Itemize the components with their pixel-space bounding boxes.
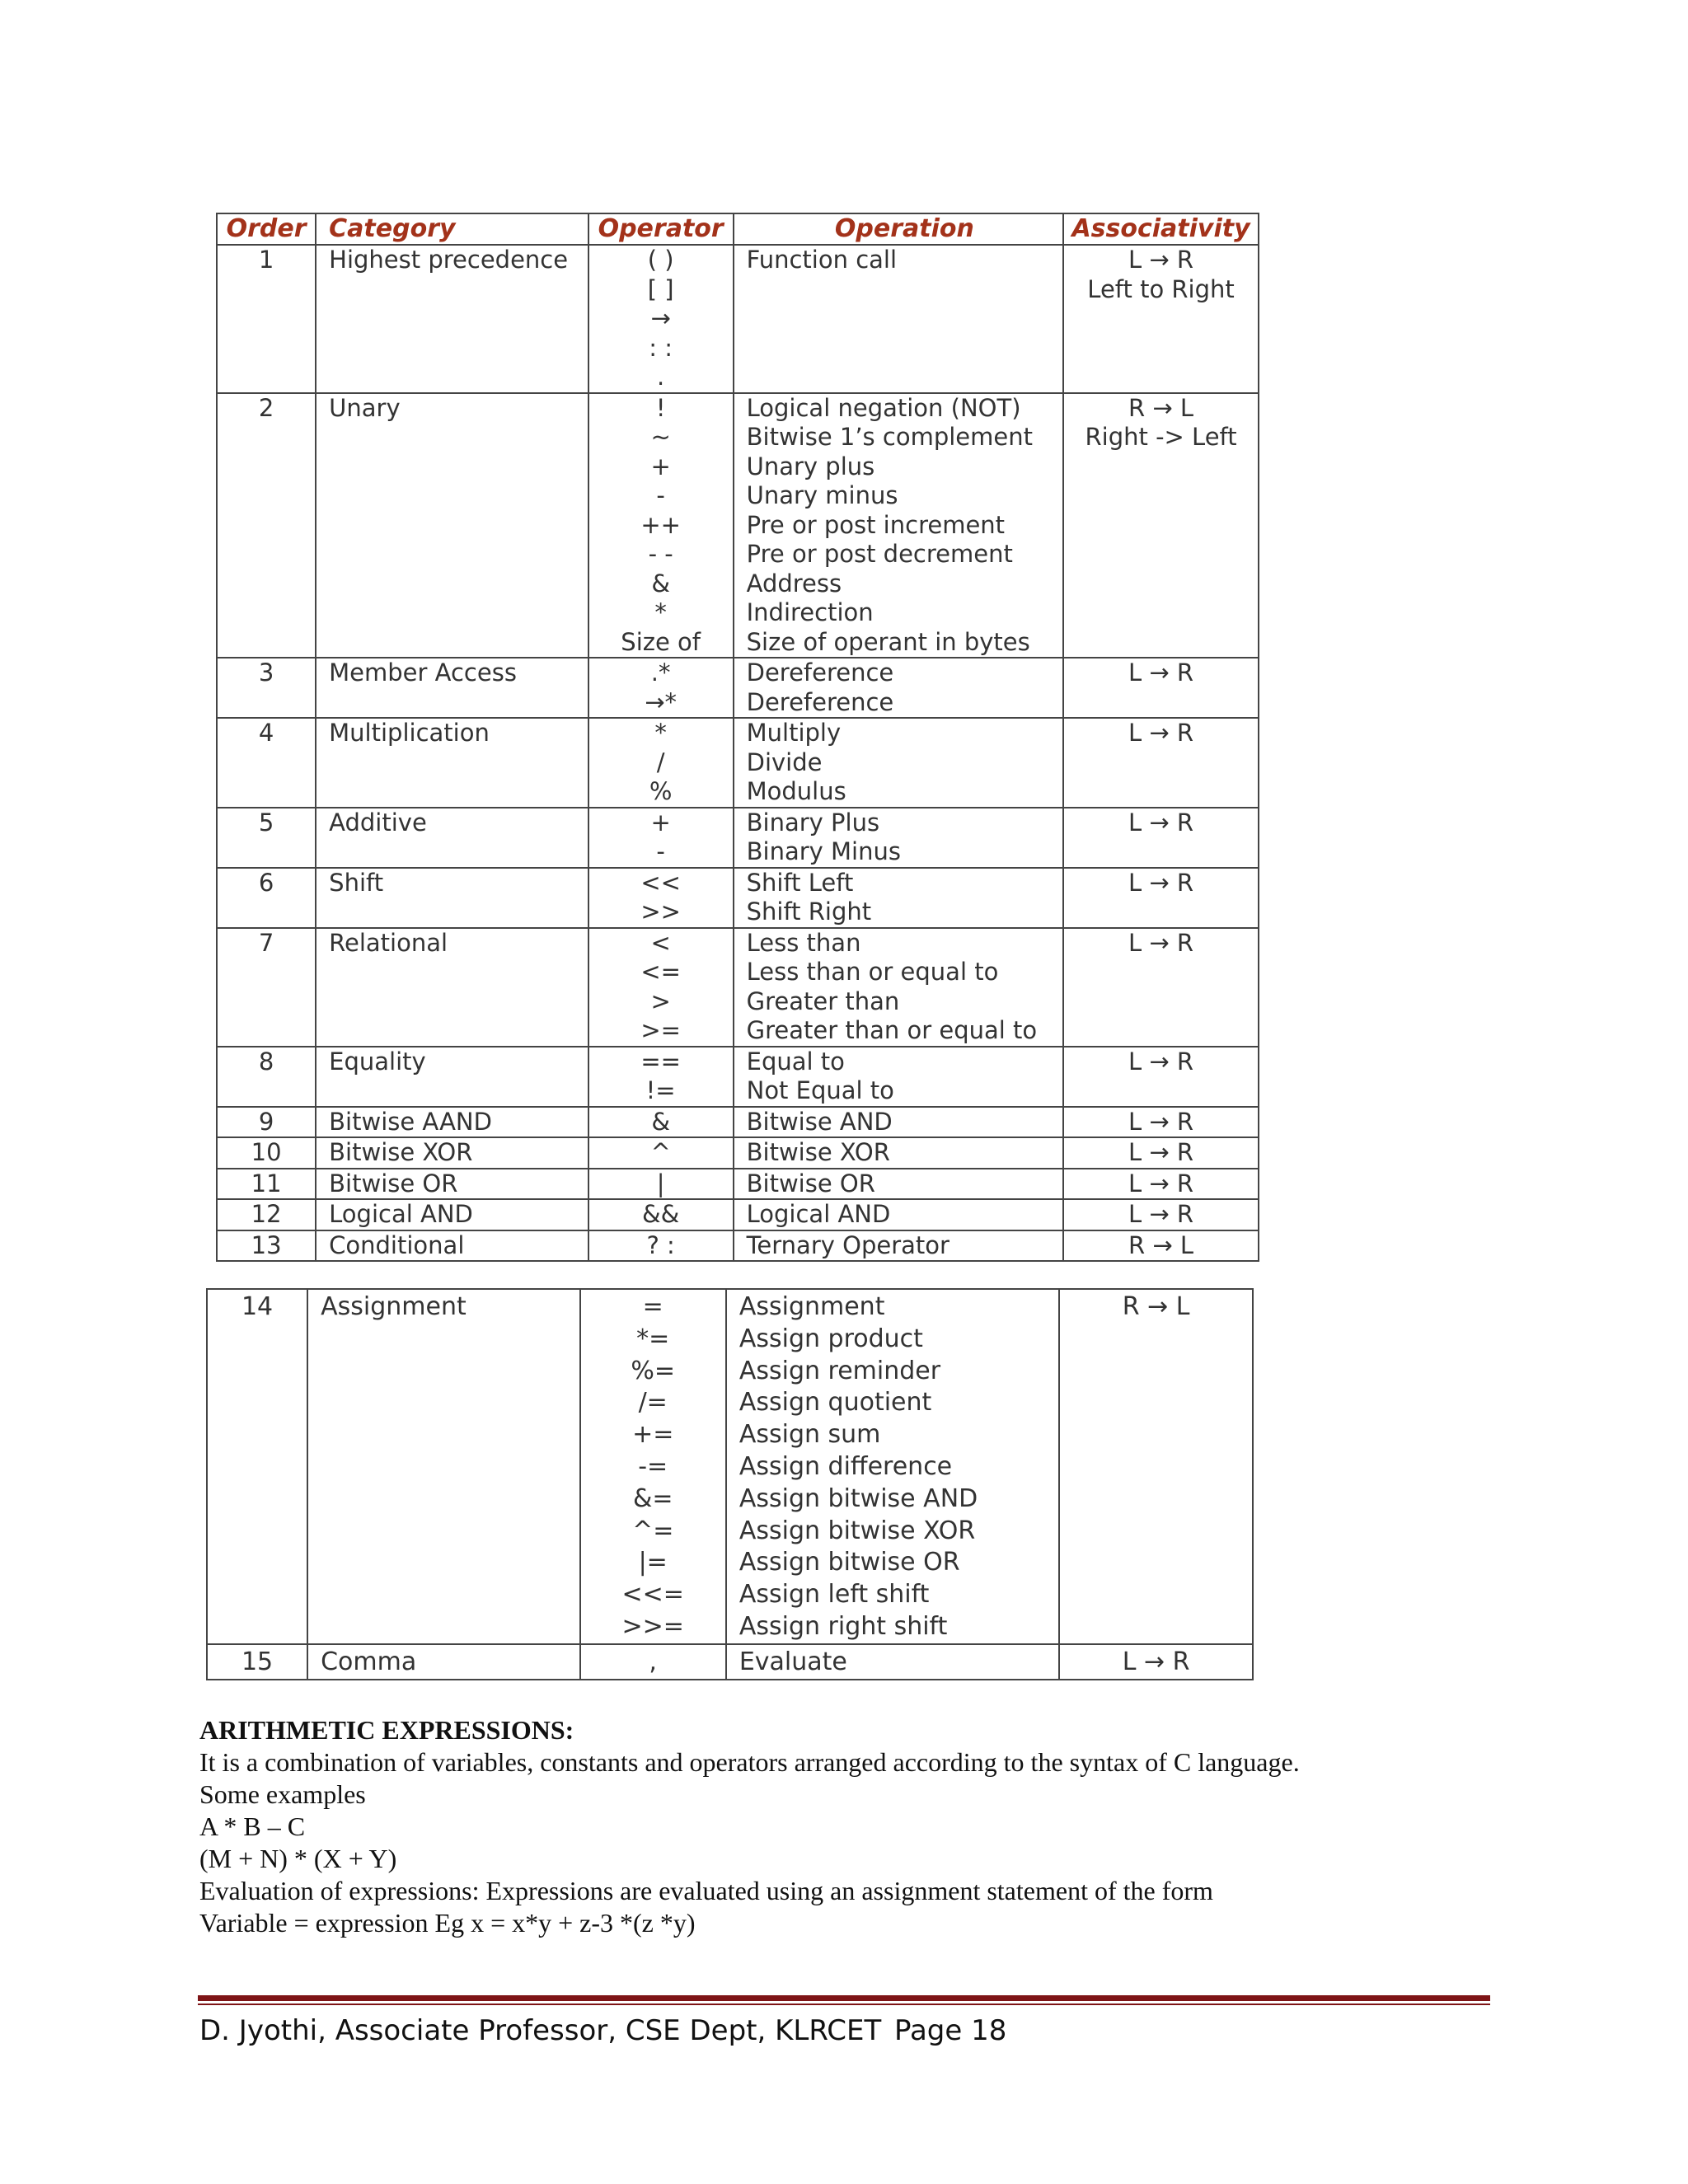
table-header-row xyxy=(217,213,1259,245)
body-line: (M + N) * (X + Y) xyxy=(199,1844,397,1873)
order-value: 6 xyxy=(258,868,274,897)
operation-cell xyxy=(734,1137,1063,1169)
operation-value: Assign quotient xyxy=(738,1388,932,1418)
operator-value: += xyxy=(632,1420,674,1450)
category-cell xyxy=(316,868,588,928)
footer-author: D. Jyothi, Associate Professor, CSE Dept, KLRCET xyxy=(199,2014,882,2047)
category-cell xyxy=(316,245,588,393)
category-cell xyxy=(307,1644,579,1680)
category-value: Additive xyxy=(329,808,427,837)
operator-value: &= xyxy=(632,1483,673,1513)
operator-value: . xyxy=(657,363,665,391)
operator-value: ^= xyxy=(632,1516,674,1545)
operator-value: << xyxy=(640,868,681,897)
operator-value: & xyxy=(651,1107,670,1136)
category-cell xyxy=(316,928,588,1047)
order-cell xyxy=(207,1289,307,1644)
order-cell xyxy=(217,393,316,658)
operation-value: Bitwise 1’s complement xyxy=(746,423,1033,451)
operator-value: + xyxy=(650,452,671,480)
operator-cell xyxy=(580,1289,726,1644)
associativity-value: L → R xyxy=(1128,246,1194,274)
operation-value: Multiply xyxy=(746,719,842,747)
operator-value: →* xyxy=(645,687,678,716)
operation-value: Bitwise OR xyxy=(746,1169,875,1197)
order-value: 2 xyxy=(258,393,274,422)
associativity-cell xyxy=(1059,1289,1253,1644)
category-cell xyxy=(316,1199,588,1230)
operator-cell xyxy=(588,1169,734,1200)
order-value: 11 xyxy=(251,1169,282,1197)
associativity-value: L → R xyxy=(1128,808,1194,837)
associativity-cell xyxy=(1063,868,1259,928)
operation-value: Address xyxy=(746,569,842,598)
associativity-value: L → R xyxy=(1128,1138,1194,1166)
associativity-value: Right -> Left xyxy=(1085,423,1237,451)
operator-value: <<= xyxy=(621,1580,684,1610)
table-row xyxy=(217,245,1259,393)
table-row xyxy=(217,928,1259,1047)
associativity-value: L → R xyxy=(1128,868,1194,897)
category-cell xyxy=(316,1047,588,1107)
category-value: Conditional xyxy=(329,1230,465,1259)
order-cell xyxy=(217,245,316,393)
order-cell xyxy=(217,658,316,718)
category-value: Highest precedence xyxy=(329,246,569,274)
category-cell xyxy=(316,658,588,718)
operator-value: < xyxy=(650,928,671,957)
associativity-cell xyxy=(1063,1107,1259,1138)
table-row xyxy=(217,1047,1259,1107)
operator-value: ? : xyxy=(646,1230,675,1259)
operation-value: Less than xyxy=(746,928,861,957)
operator-value: * xyxy=(654,719,667,747)
order-value: 9 xyxy=(258,1107,274,1136)
associativity-cell xyxy=(1063,245,1259,393)
operation-value: Unary minus xyxy=(746,481,898,509)
operator-value: ( ) xyxy=(647,246,674,274)
order-cell xyxy=(217,1047,316,1107)
table-row xyxy=(217,808,1259,868)
category-value: Relational xyxy=(329,928,448,957)
table-row xyxy=(217,393,1259,658)
operation-value: Modulus xyxy=(746,777,846,805)
associativity-cell xyxy=(1063,1199,1259,1230)
order-cell xyxy=(217,718,316,808)
operator-value: & xyxy=(651,569,670,598)
operator-value: - - xyxy=(648,540,673,568)
associativity-cell xyxy=(1063,1137,1259,1169)
operator-value: [ ] xyxy=(647,274,674,303)
operation-cell xyxy=(734,1169,1063,1200)
associativity-cell xyxy=(1063,1169,1259,1200)
operation-value: Assign right shift xyxy=(738,1611,948,1641)
footer-divider-thin xyxy=(198,2004,1490,2005)
associativity-value: R → L xyxy=(1122,1292,1190,1321)
associativity-value: L → R xyxy=(1128,1200,1194,1228)
operation-cell xyxy=(734,1230,1063,1262)
table-body xyxy=(207,1289,1253,1680)
operation-value: Assign product xyxy=(738,1324,923,1353)
operation-value: Greater than xyxy=(746,987,900,1015)
operation-value: Assign bitwise AND xyxy=(738,1483,978,1513)
associativity-cell xyxy=(1063,928,1259,1047)
operation-value: Divide xyxy=(746,748,823,776)
operation-cell xyxy=(726,1644,1059,1680)
associativity-cell xyxy=(1059,1644,1253,1680)
operator-value: : : xyxy=(649,333,673,362)
operator-value: -= xyxy=(638,1451,668,1481)
order-value: 13 xyxy=(251,1230,282,1259)
operation-value: Size of operant in bytes xyxy=(746,627,1030,656)
operation-cell xyxy=(734,245,1063,393)
order-cell xyxy=(217,1199,316,1230)
category-cell xyxy=(316,1107,588,1138)
order-value: 4 xyxy=(258,719,274,747)
operation-value: Equal to xyxy=(746,1047,845,1076)
category-value: Bitwise AAND xyxy=(329,1107,492,1136)
operation-cell xyxy=(734,1199,1063,1230)
operator-value: <= xyxy=(640,958,681,986)
table-body xyxy=(217,245,1259,1261)
operator-value: |= xyxy=(638,1548,668,1577)
operator-value: ++ xyxy=(640,510,681,539)
page-number: Page 18 xyxy=(894,2014,1007,2047)
operator-cell xyxy=(588,1230,734,1262)
category-cell xyxy=(316,1169,588,1200)
operation-value: Greater than or equal to xyxy=(746,1016,1038,1044)
order-value: 15 xyxy=(241,1647,274,1676)
operation-cell xyxy=(734,808,1063,868)
operator-value: → xyxy=(650,304,671,332)
precedence-table xyxy=(216,213,1259,1262)
operation-value: Less than or equal to xyxy=(746,958,999,986)
table-row xyxy=(217,1137,1259,1169)
order-cell xyxy=(217,1137,316,1169)
operation-value: Pre or post decrement xyxy=(746,540,1013,568)
operator-value: , xyxy=(649,1647,657,1676)
operation-value: Binary Plus xyxy=(746,808,880,837)
operation-cell xyxy=(726,1289,1059,1644)
body-line: Evaluation of expressions: Expressions are evaluated using an assignment statement of the form xyxy=(199,1876,1213,1905)
operator-cell xyxy=(588,658,734,718)
table-row xyxy=(217,1199,1259,1230)
body-line: A * B – C xyxy=(199,1811,306,1841)
operator-value: % xyxy=(649,777,673,805)
order-cell xyxy=(217,1230,316,1262)
category-cell xyxy=(316,393,588,658)
operator-value: | xyxy=(656,1169,665,1197)
operation-cell xyxy=(734,928,1063,1047)
operator-value: /= xyxy=(638,1388,668,1418)
operator-value: >>= xyxy=(621,1611,684,1641)
operator-value: && xyxy=(642,1200,680,1228)
operator-cell xyxy=(588,928,734,1047)
associativity-value: L → R xyxy=(1128,658,1194,687)
order-value: 1 xyxy=(258,246,274,274)
header-category: Category xyxy=(316,213,588,245)
operation-cell xyxy=(734,868,1063,928)
operator-value: * xyxy=(654,598,667,626)
associativity-value: R → L xyxy=(1128,1230,1194,1259)
order-value: 5 xyxy=(258,808,274,837)
operator-value: != xyxy=(645,1076,676,1104)
operator-value: == xyxy=(640,1047,681,1076)
category-value: Assignment xyxy=(321,1292,467,1321)
operator-cell xyxy=(588,718,734,808)
associativity-value: L → R xyxy=(1128,1169,1194,1197)
table-row xyxy=(207,1289,1253,1644)
operator-value: ^ xyxy=(650,1138,671,1166)
category-cell xyxy=(316,1230,588,1262)
operation-cell xyxy=(734,658,1063,718)
operator-value: *= xyxy=(636,1324,670,1353)
order-cell xyxy=(217,868,316,928)
operator-value: Size of xyxy=(621,627,701,656)
assignment-table xyxy=(206,1288,1254,1680)
order-value: 8 xyxy=(258,1047,274,1076)
operation-value: Function call xyxy=(746,246,898,274)
section-heading: ARITHMETIC EXPRESSIONS: xyxy=(199,1715,574,1745)
associativity-value: L → R xyxy=(1128,1107,1194,1136)
operation-value: Indirection xyxy=(746,598,874,626)
operator-cell xyxy=(588,393,734,658)
category-value: Unary xyxy=(329,393,401,422)
table-row xyxy=(217,718,1259,808)
operation-cell xyxy=(734,1107,1063,1138)
category-cell xyxy=(316,808,588,868)
table-row xyxy=(217,1230,1259,1262)
table-row xyxy=(217,658,1259,718)
order-value: 3 xyxy=(258,658,274,687)
operation-value: Dereference xyxy=(746,687,894,716)
body-line: It is a combination of variables, constants and operators arranged according to the syntax of C language. xyxy=(199,1747,1300,1777)
operator-cell xyxy=(588,1107,734,1138)
table-row xyxy=(217,1169,1259,1200)
operator-value: >= xyxy=(640,1016,681,1044)
order-value: 14 xyxy=(241,1292,274,1321)
associativity-cell xyxy=(1063,808,1259,868)
body-line: Some examples xyxy=(199,1779,366,1809)
order-cell xyxy=(217,808,316,868)
category-value: Bitwise XOR xyxy=(329,1138,473,1166)
operator-cell xyxy=(588,1047,734,1107)
body-line: Variable = expression Eg x = x*y + z-3 *(z *y) xyxy=(199,1908,696,1938)
operator-value: .* xyxy=(650,658,671,687)
order-value: 10 xyxy=(251,1138,282,1166)
operation-value: Pre or post increment xyxy=(746,510,1006,539)
header-associativity: Associativity xyxy=(1063,213,1259,245)
operation-value: Shift Right xyxy=(746,898,872,926)
operation-value: Dereference xyxy=(746,658,894,687)
associativity-cell xyxy=(1063,1047,1259,1107)
order-value: 12 xyxy=(251,1200,282,1228)
header-operator: Operator xyxy=(588,213,734,245)
category-value: Multiplication xyxy=(329,719,490,747)
operator-value: - xyxy=(656,837,665,865)
category-value: Member Access xyxy=(329,658,517,687)
operator-value: ~ xyxy=(650,423,671,451)
associativity-value: R → L xyxy=(1128,393,1194,422)
operator-cell xyxy=(588,245,734,393)
operation-cell xyxy=(734,1047,1063,1107)
operation-value: Bitwise XOR xyxy=(746,1138,890,1166)
associativity-cell xyxy=(1063,718,1259,808)
operation-value: Assign left shift xyxy=(738,1580,930,1610)
operation-value: Assign bitwise XOR xyxy=(738,1516,976,1545)
header-operation: Operation xyxy=(734,213,1063,245)
operation-value: Logical negation (NOT) xyxy=(746,393,1021,422)
order-cell xyxy=(217,1107,316,1138)
operation-value: Shift Left xyxy=(746,868,854,897)
operation-value: Assignment xyxy=(738,1292,885,1321)
associativity-value: L → R xyxy=(1128,928,1194,957)
operation-value: Unary plus xyxy=(746,452,875,480)
category-value: Comma xyxy=(321,1647,417,1676)
operation-value: Ternary Operator xyxy=(746,1230,950,1259)
category-value: Logical AND xyxy=(329,1200,473,1228)
table-row xyxy=(217,868,1259,928)
operator-cell xyxy=(580,1644,726,1680)
associativity-value: L → R xyxy=(1128,1047,1194,1076)
category-value: Shift xyxy=(329,868,384,897)
footer-divider xyxy=(198,1995,1490,2001)
operation-value: Binary Minus xyxy=(746,837,901,865)
operator-value: + xyxy=(650,808,671,837)
order-cell xyxy=(217,928,316,1047)
associativity-cell xyxy=(1063,393,1259,658)
operator-value: >> xyxy=(640,898,681,926)
associativity-value: L → R xyxy=(1122,1647,1190,1676)
operation-cell xyxy=(734,718,1063,808)
category-value: Equality xyxy=(329,1047,426,1076)
operator-value: / xyxy=(656,748,665,776)
category-cell xyxy=(307,1289,579,1644)
associativity-value: Left to Right xyxy=(1087,274,1235,303)
category-cell xyxy=(316,718,588,808)
operation-value: Not Equal to xyxy=(746,1076,894,1104)
associativity-cell xyxy=(1063,1230,1259,1262)
category-value: Bitwise OR xyxy=(329,1169,458,1197)
operator-cell xyxy=(588,1199,734,1230)
associativity-cell xyxy=(1063,658,1259,718)
operation-value: Bitwise AND xyxy=(746,1107,893,1136)
operator-value: - xyxy=(656,481,665,509)
operator-cell xyxy=(588,868,734,928)
header-order: Order xyxy=(217,213,316,245)
category-cell xyxy=(316,1137,588,1169)
order-value: 7 xyxy=(258,928,274,957)
operation-value: Assign sum xyxy=(738,1420,881,1450)
operator-value: > xyxy=(650,987,671,1015)
table-row xyxy=(217,1107,1259,1138)
table-row xyxy=(207,1644,1253,1680)
operation-cell xyxy=(734,393,1063,658)
order-cell xyxy=(217,1169,316,1200)
operator-cell xyxy=(588,1137,734,1169)
operator-value: = xyxy=(642,1292,663,1321)
order-cell xyxy=(207,1644,307,1680)
associativity-value: L → R xyxy=(1128,719,1194,747)
operation-value: Evaluate xyxy=(738,1647,847,1676)
operation-value: Logical AND xyxy=(746,1200,891,1228)
operator-cell xyxy=(588,808,734,868)
operation-value: Assign difference xyxy=(738,1451,953,1481)
operation-value: Assign reminder xyxy=(738,1356,941,1385)
operator-value: %= xyxy=(631,1356,676,1385)
operator-value: ! xyxy=(655,393,666,422)
operation-value: Assign bitwise OR xyxy=(738,1548,960,1577)
